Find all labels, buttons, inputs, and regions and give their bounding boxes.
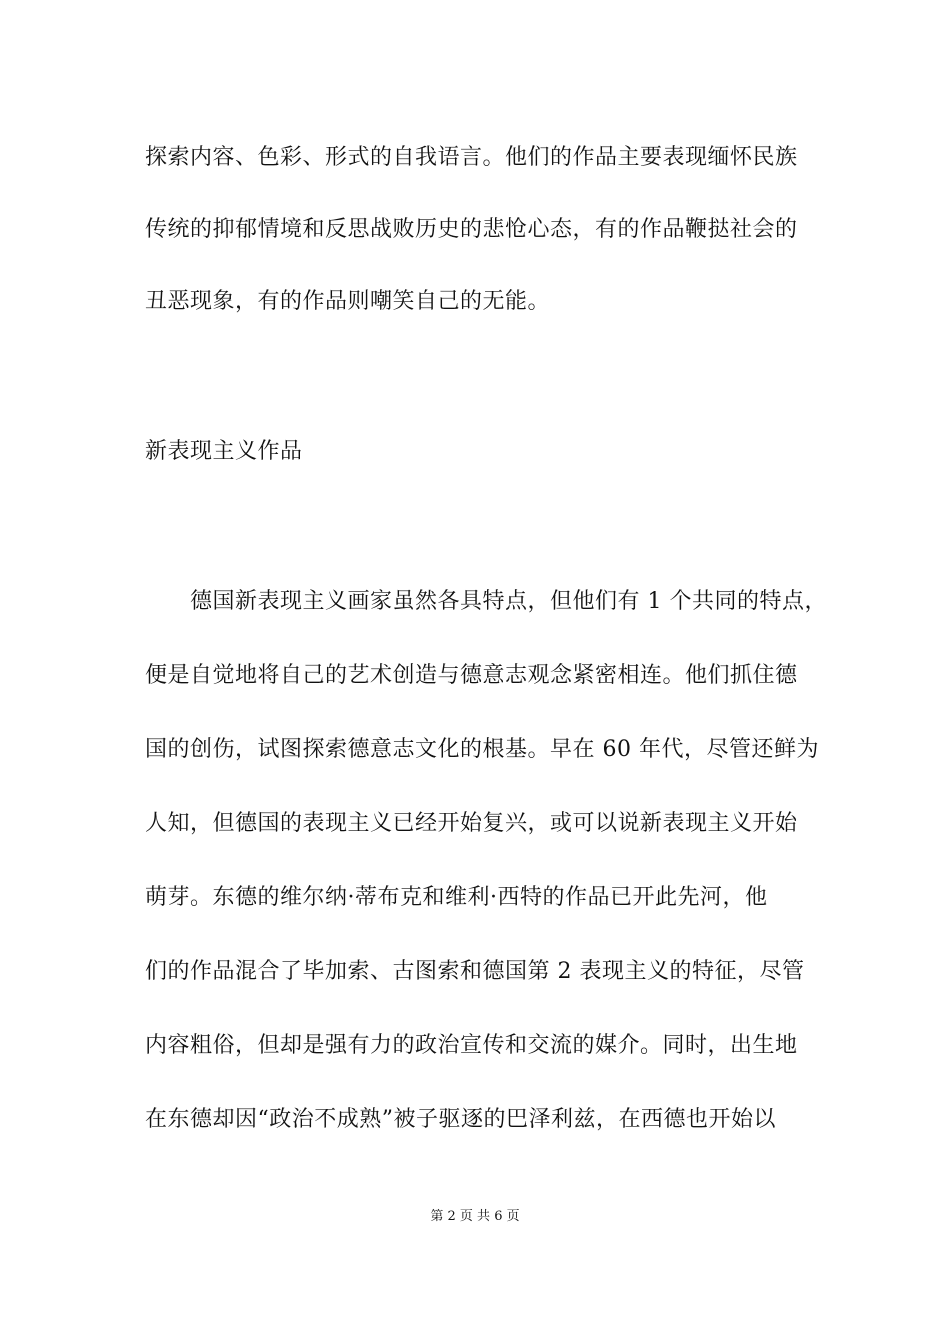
paragraph-line: 便是自觉地将自己的艺术创造与德意志观念紧密相连。他们抓住德 <box>145 663 798 688</box>
paragraph-line: 传统的抑郁情境和反思战败历史的悲怆心态，有的作品鞭挞社会的 <box>145 217 798 242</box>
paragraph-line: 们的作品混合了毕加索、古图索和德国第 2 表现主义的特征，尽管 <box>145 959 805 984</box>
paragraph-line: 国的创伤，试图探索德意志文化的根基。早在 60 年代，尽管还鲜为 <box>145 737 819 762</box>
paragraph-line: 内容粗俗，但却是强有力的政治宣传和交流的媒介。同时，出生地 <box>145 1033 798 1058</box>
section-heading: 新表现主义作品 <box>145 439 303 464</box>
paragraph-line: 丑恶现象，有的作品则嘲笑自己的无能。 <box>145 289 551 314</box>
page-footer <box>0 1208 950 1226</box>
paragraph-line: 在东德却因“政治不成熟”被子驱逐的巴泽利兹，在西德也开始以 <box>145 1107 776 1132</box>
page-number-label: 第 2 页 共 6 页 <box>430 1209 520 1224</box>
paragraph-line: 探索内容、色彩、形式的自我语言。他们的作品主要表现缅怀民族 <box>145 145 798 170</box>
paragraph-line: 德国新表现主义画家虽然各具特点，但他们有 1 个共同的特点， <box>190 589 827 614</box>
paragraph-line: 萌芽。东德的维尔纳·蒂布克和维利·西特的作品已开此先河，他 <box>145 885 768 910</box>
paragraph-line: 人知，但德国的表现主义已经开始复兴，或可以说新表现主义开始 <box>145 811 798 836</box>
